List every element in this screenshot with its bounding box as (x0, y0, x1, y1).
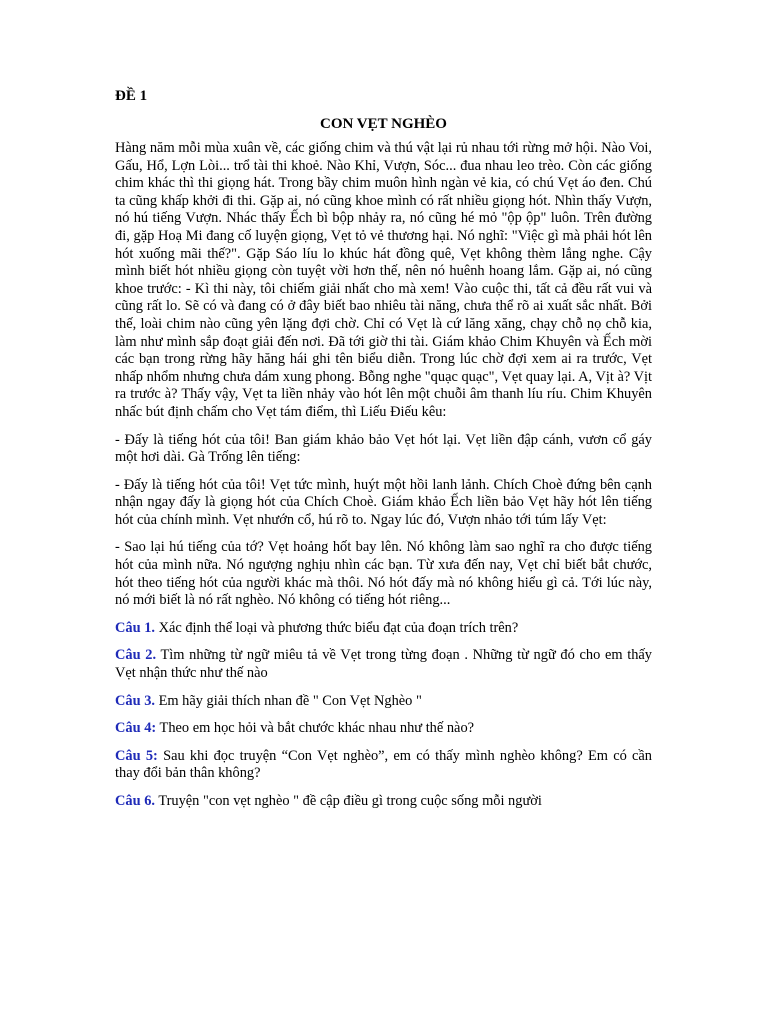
exam-label: ĐỀ 1 (115, 88, 148, 104)
question-label: Câu 1. (115, 619, 155, 636)
question-text: Xác định thể loại và phương thức biểu đạt của đoạn trích trên? (154, 619, 519, 636)
question-label: Câu 5: (115, 747, 158, 764)
question-label: Câu 3. (115, 692, 155, 709)
question-text: Em hãy giải thích nhan đề " Con Vẹt Nghèo " (154, 692, 422, 709)
question-label: Câu 4: (115, 720, 157, 737)
question-label: Câu 2. (115, 647, 157, 664)
question-3 (115, 693, 652, 711)
story-paragraph-1: Hàng năm mỗi mùa xuân về, các giống chim và thú vật lại rủ nhau tới rừng mở hội. Nào Voi, Gấu, Hổ, Lợn Lòi... trổ tài thi khoẻ. Nào Khỉ, Vượn, Sóc... đua nhau leo trèo. Còn các giống chim khác thì thi giọng hát. Trong bầy chim muôn hình ngàn vẻ kia, có chú Vẹt áo đen. Chú ta cũng khấp khởi đi thi. Gặp ai, nó cũng khoe mình có rất nhiều giọng hót. Nhìn thấy Vượn, nó hú tiếng Vượn. Nhác thấy Ếch bì bộp nhảy ra, nó cũng hé mỏ "ộp ộp" luôn. Trên đường đi, gặp Hoạ Mi đang cố luyện giọng, Vẹt tỏ vẻ thương hại. Nó nghĩ: "Việc gì mà phải hót lên hót xuống mãi thế?". Gặp Sáo líu lo khúc hát đồng quê, Vẹt không thèm lắng nghe. Cậy mình biết hót nhiều giọng còn tuyệt vời hơn thế, nên nó huênh hoang lắm. Gặp ai, nó cũng khoe trước: - Kì thi này, tôi chiếm giải nhất cho mà xem! Vào cuộc thi, tất cả đều rất vui và cũng rất lo. Sẽ có và đang có ở đây biết bao nhiêu tài năng, chưa thể rõ ai xuất sắc nhất. Bởi thế, loài chim nào cũng yên lặng đợi chờ. Chỉ có Vẹt là cứ lăng xăng, chạy chỗ nọ chỗ kia, làm như mình sắp đoạt giải đến nơi. Đã tới giờ thi tài. Giám khảo Chim Khuyên và Ếch mời các bạn trong rừng hãy hăng hái ghi tên biểu diễn. Trong lúc chờ đợi xem ai ra trước, Vẹt nhấp nhổm nhưng chưa dám xung phong. Bỗng nghe "quạc quạc", Vẹt quay lại. A, Vịt à? Vịt ra trước à? Thấy vậy, Vẹt ta liền nhảy vào hót lên một chuỗi âm thanh líu ríu. Chim Khuyên nhấc bút định chấm cho Vẹt tám điểm, thì Liếu Điếu kêu: (115, 140, 652, 420)
question-text: Sau khi đọc truyện “Con Vẹt nghèo”, em có thấy mình nghèo không? Em có cần thay đổi bản thân không? (115, 747, 653, 782)
story-paragraph-2: - Đấy là tiếng hót của tôi! Ban giám khảo bảo Vẹt hót lại. Vẹt liền đập cánh, vươn cổ gáy một hơi dài. Gà Trống lên tiếng: (115, 431, 652, 466)
story-paragraph-3: - Đấy là tiếng hót của tôi! Vẹt tức mình, huýt một hồi lanh lảnh. Chích Choè đứng bên cạnh nhận ngay đấy là giọng hót của Chích Choè. Giám khảo Ếch liền bảo Vẹt hãy hót lên tiếng hót của chính mình. Vẹt nhướn cổ, hú rõ to. Ngay lúc đó, Vượn nhảo tới túm lấy Vẹt: (115, 476, 652, 528)
story-title: CON VẸT NGHÈO (320, 116, 447, 132)
question-text: Truyện "con vẹt nghèo " đề cập điều gì trong cuộc sống mỗi người (154, 793, 542, 809)
question-text: Theo em học hỏi và bắt chước khác nhau như thế nào? (156, 720, 475, 737)
question-6 (115, 793, 652, 811)
document-page (115, 86, 652, 821)
question-4 (115, 720, 652, 738)
question-2 (115, 647, 652, 682)
question-1 (115, 620, 652, 638)
question-text: Tìm những từ ngữ miêu tả về Vẹt trong từng đoạn . Những từ ngữ đó cho em thấy Vẹt nhận thức như thế nào (115, 647, 652, 682)
story-paragraph-4: - Sao lại hú tiếng của tớ? Vẹt hoảng hốt bay lên. Nó không làm sao nghĩ ra cho được tiếng hót của mình nữa. Nó ngượng nghịu nhìn các bạn. Từ xưa đến nay, Vẹt chỉ biết bắt chước, hót theo tiếng hót của người khác mà thôi. Nó hót đấy mà nó không hiểu gì cả. Tới lúc này, nó mới biết là nó rất nghèo. Nó không có tiếng hót riêng... (115, 539, 652, 609)
question-5 (115, 748, 652, 783)
question-label: Câu 6. (115, 793, 155, 809)
